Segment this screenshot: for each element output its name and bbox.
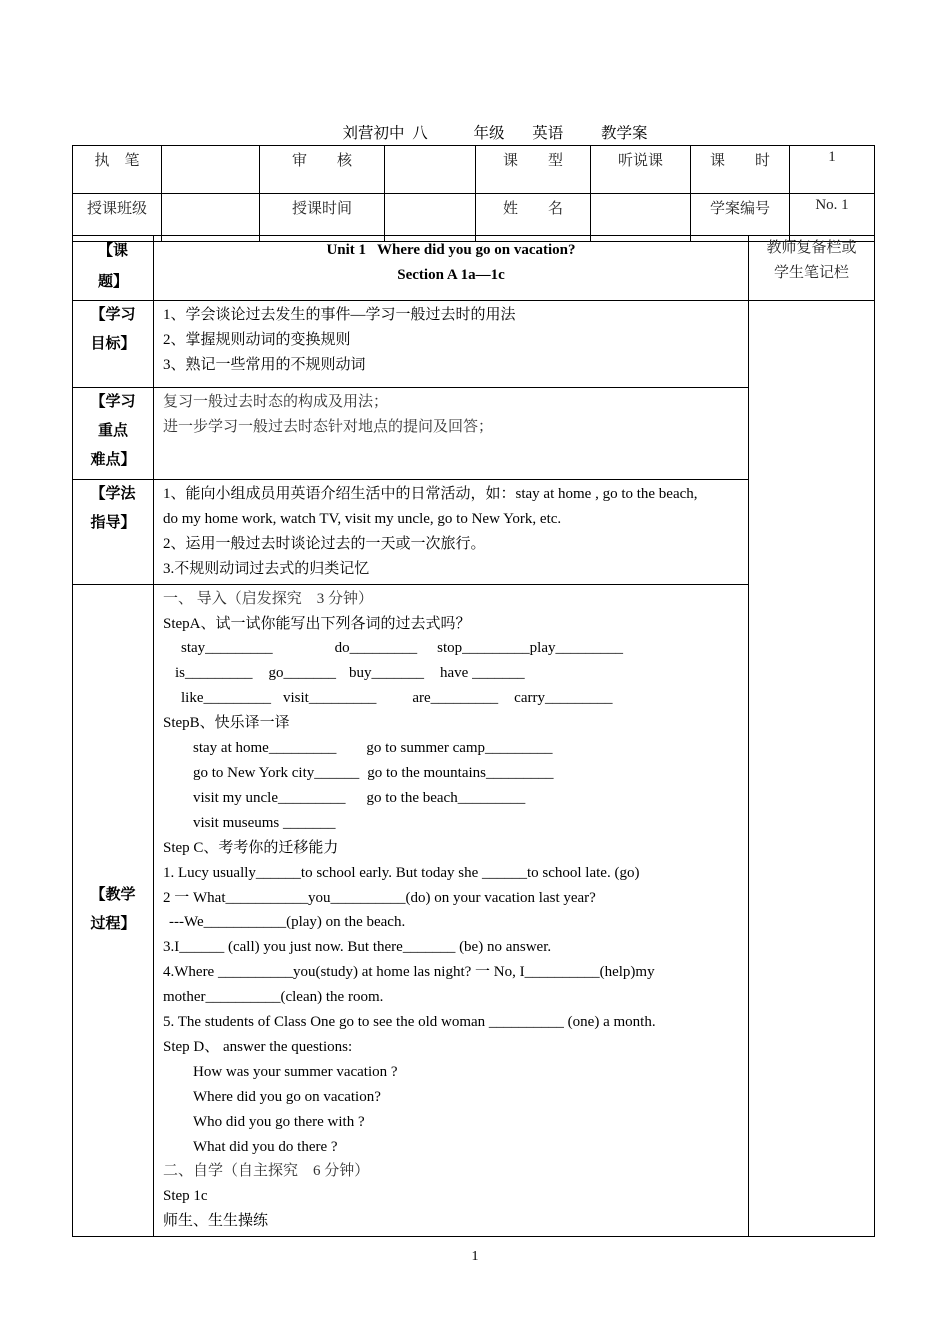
method-item: do my home work, watch TV, visit my uncle, go to New York, etc. (163, 510, 562, 527)
goal-item: 3、熟记一些常用的不规则动词 (163, 356, 366, 373)
label-lesson-type: 课 型 (476, 146, 591, 194)
step-c-line: ---We___________(play) on the beach. (169, 914, 406, 931)
practice-line: 师生、生生操练 (163, 1213, 269, 1230)
step-d-question: Who did you go there with ? (193, 1113, 365, 1130)
step-c-line: 4.Where __________you(study) at home las night? 一 No, I__________(help)my (163, 964, 655, 981)
doc-type: 教学案 (601, 125, 648, 142)
step-c-line: 2 一 What___________you__________(do) on your vacation last year? (163, 889, 596, 906)
step-b-row: visit museums _______ (193, 814, 336, 831)
step-a-row: like_________ visit_________ are_________ carry_________ (181, 690, 613, 707)
page-number: 1 (471, 1249, 479, 1264)
notes-header: 教师复备栏或 学生笔记栏 (749, 236, 875, 301)
info-row-1 (73, 146, 875, 194)
goals-row (73, 301, 875, 388)
lesson-table (72, 235, 875, 1237)
step-c-line: mother__________(clean) the room. (163, 989, 384, 1006)
notes-column (749, 301, 875, 1237)
label-class: 授课班级 (73, 194, 162, 242)
label-author: 执 笔 (73, 146, 162, 194)
step-a-title: StepA、试一试你能写出下列各词的过去式吗？ (163, 615, 471, 632)
info-table (72, 145, 875, 242)
method-label: 【学法 指导】 (73, 480, 154, 585)
step-b-row: visit my uncle_________ go to the beach_________ (193, 789, 526, 806)
method-item: 2、运用一般过去时谈论过去的一天或一次旅行。 (163, 535, 486, 552)
key-points-label: 【学习 重点 难点】 (73, 388, 154, 480)
step-d-question: What did you do there ? (193, 1138, 338, 1155)
value-lesson-type: 听说课 (591, 146, 691, 194)
section-title: Section A 1a—1c (397, 267, 505, 283)
self-study-heading: 二、自学（自主探究 6 分钟） (163, 1163, 370, 1180)
goals-content (154, 301, 749, 388)
method-item: 3.不规则动词过去式的归类记忆 (163, 560, 370, 577)
key-point-item: 复习一般过去时态的构成及用法； (163, 394, 389, 410)
school-name: 刘营初中 (342, 125, 405, 142)
step-1c: Step 1c (163, 1188, 208, 1205)
step-c-line: 5. The students of Class One go to see the old woman __________ (one) a month. (163, 1014, 656, 1031)
goal-item: 1、学会谈论过去发生的事件—学习一般过去时的用法 (163, 307, 516, 323)
value-periods: 1 (790, 146, 875, 194)
step-d-question: Where did you go on vacation? (193, 1088, 381, 1105)
step-c-line: 1. Lucy usually______to school early. But today she ______to school late. (go) (163, 864, 640, 881)
grade-value: 八 (412, 125, 428, 142)
value-author (162, 146, 260, 194)
topic-row (73, 236, 875, 301)
step-b-row: go to New York city______ go to the mountains_________ (193, 764, 554, 781)
step-d-title: Step D、 answer the questions: (163, 1038, 353, 1055)
goals-label: 【学习 目标】 (73, 301, 154, 388)
step-a-row: stay_________ do_________ stop_________play_________ (181, 640, 624, 657)
intro-heading: 一、 导入（启发探究 3 分钟） (163, 590, 374, 607)
topic-title (154, 236, 749, 301)
step-b-row: stay at home_________ go to summer camp_________ (193, 740, 553, 757)
step-b-title: StepB、快乐译一译 (163, 715, 290, 732)
value-plan-no: No. 1 (790, 194, 875, 242)
value-reviewer (385, 146, 476, 194)
label-plan-no: 学案编号 (691, 194, 790, 242)
method-content (154, 480, 749, 585)
process-content (154, 584, 749, 1237)
step-c-line: 3.I______ (call) you just now. But there_______ (be) no answer. (163, 939, 552, 956)
key-point-item: 进一步学习一般过去时态针对地点的提问及回答； (163, 418, 494, 435)
subject: 英语 (532, 125, 564, 142)
method-item: 1、能向小组成员用英语介绍生活中的日常活动，如：stay at home , go to the beach, (163, 486, 698, 502)
label-name: 姓 名 (476, 194, 591, 242)
step-a-row: is_________ go_______ buy_______ have _______ (175, 665, 525, 682)
label-periods: 课 时 (691, 146, 790, 194)
label-reviewer: 审 核 (260, 146, 385, 194)
label-time: 授课时间 (260, 194, 385, 242)
grade-unit: 年级 (473, 125, 505, 142)
unit-title: Unit 1 Where did you go on vacation? (326, 242, 576, 258)
topic-label: 【课 题】 (73, 236, 154, 301)
page-header (0, 121, 950, 143)
goal-item: 2、掌握规则动词的变换规则 (163, 331, 351, 348)
step-c-title: Step C、考考你的迁移能力 (163, 839, 339, 856)
step-d-question: How was your summer vacation ? (193, 1063, 398, 1080)
process-label: 【教学 过程】 (73, 584, 154, 1237)
key-points-content (154, 388, 749, 480)
